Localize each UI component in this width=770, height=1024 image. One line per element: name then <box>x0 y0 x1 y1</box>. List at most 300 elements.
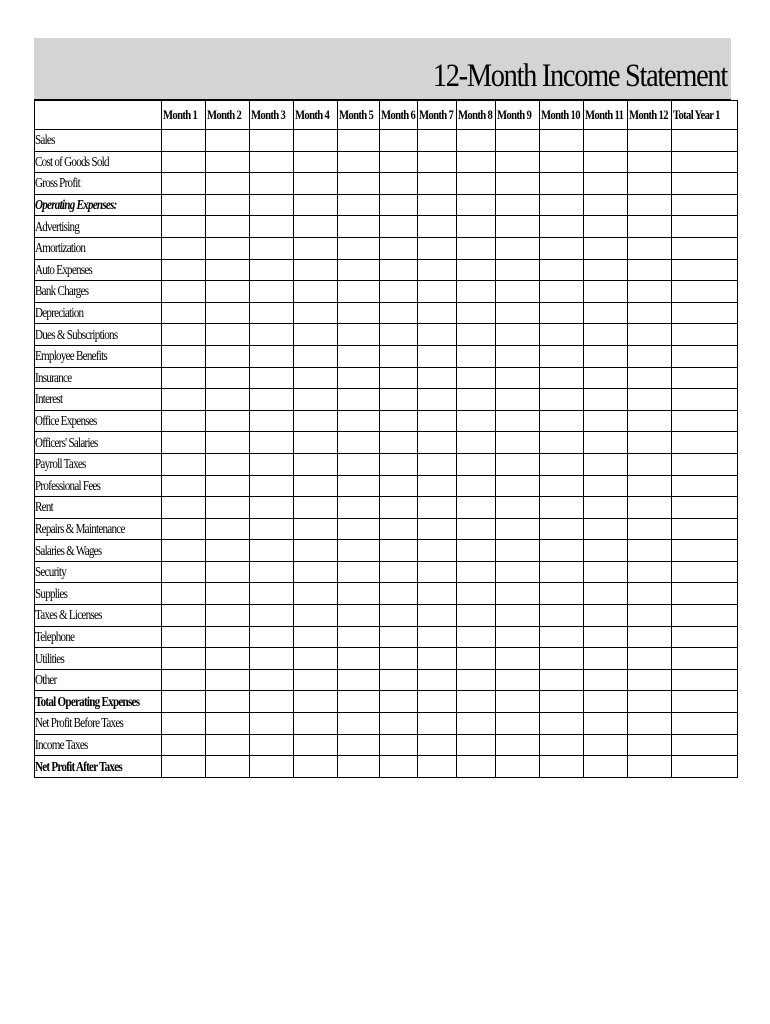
value-cell[interactable] <box>162 432 206 454</box>
value-cell[interactable] <box>206 518 250 540</box>
value-cell[interactable] <box>250 561 294 583</box>
value-cell[interactable] <box>584 345 628 367</box>
value-cell[interactable] <box>457 540 496 562</box>
value-cell[interactable] <box>672 669 738 691</box>
value-cell[interactable] <box>250 626 294 648</box>
value-cell[interactable] <box>206 561 250 583</box>
value-cell[interactable] <box>380 151 418 173</box>
value-cell[interactable] <box>672 237 738 259</box>
value-cell[interactable] <box>418 713 457 735</box>
value-cell[interactable] <box>540 194 584 216</box>
value-cell[interactable] <box>457 410 496 432</box>
value-cell[interactable] <box>206 756 250 778</box>
value-cell[interactable] <box>672 367 738 389</box>
value-cell[interactable] <box>584 540 628 562</box>
value-cell[interactable] <box>584 453 628 475</box>
value-cell[interactable] <box>496 345 540 367</box>
value-cell[interactable] <box>206 345 250 367</box>
value-cell[interactable] <box>206 281 250 303</box>
value-cell[interactable] <box>418 173 457 195</box>
value-cell[interactable] <box>206 216 250 238</box>
value-cell[interactable] <box>672 734 738 756</box>
value-cell[interactable] <box>380 259 418 281</box>
value-cell[interactable] <box>496 151 540 173</box>
value-cell[interactable] <box>162 367 206 389</box>
value-cell[interactable] <box>380 669 418 691</box>
value-cell[interactable] <box>162 151 206 173</box>
value-cell[interactable] <box>496 410 540 432</box>
value-cell[interactable] <box>628 475 672 497</box>
value-cell[interactable] <box>380 367 418 389</box>
value-cell[interactable] <box>496 669 540 691</box>
value-cell[interactable] <box>457 281 496 303</box>
value-cell[interactable] <box>418 237 457 259</box>
value-cell[interactable] <box>496 173 540 195</box>
value-cell[interactable] <box>540 756 584 778</box>
value-cell[interactable] <box>294 518 338 540</box>
value-cell[interactable] <box>338 173 380 195</box>
value-cell[interactable] <box>250 713 294 735</box>
value-cell[interactable] <box>206 410 250 432</box>
value-cell[interactable] <box>628 389 672 411</box>
value-cell[interactable] <box>206 367 250 389</box>
value-cell[interactable] <box>162 583 206 605</box>
value-cell[interactable] <box>540 691 584 713</box>
value-cell[interactable] <box>294 453 338 475</box>
value-cell[interactable] <box>496 281 540 303</box>
value-cell[interactable] <box>250 130 294 152</box>
value-cell[interactable] <box>672 324 738 346</box>
value-cell[interactable] <box>584 151 628 173</box>
value-cell[interactable] <box>162 345 206 367</box>
value-cell[interactable] <box>628 497 672 519</box>
value-cell[interactable] <box>457 130 496 152</box>
value-cell[interactable] <box>496 324 540 346</box>
value-cell[interactable] <box>294 324 338 346</box>
value-cell[interactable] <box>496 302 540 324</box>
value-cell[interactable] <box>250 389 294 411</box>
value-cell[interactable] <box>418 561 457 583</box>
value-cell[interactable] <box>162 691 206 713</box>
value-cell[interactable] <box>628 432 672 454</box>
value-cell[interactable] <box>584 130 628 152</box>
value-cell[interactable] <box>380 475 418 497</box>
value-cell[interactable] <box>540 151 584 173</box>
value-cell[interactable] <box>457 173 496 195</box>
value-cell[interactable] <box>672 173 738 195</box>
value-cell[interactable] <box>584 389 628 411</box>
value-cell[interactable] <box>162 302 206 324</box>
value-cell[interactable] <box>457 259 496 281</box>
value-cell[interactable] <box>584 410 628 432</box>
value-cell[interactable] <box>496 734 540 756</box>
value-cell[interactable] <box>250 734 294 756</box>
value-cell[interactable] <box>162 237 206 259</box>
value-cell[interactable] <box>496 216 540 238</box>
value-cell[interactable] <box>672 583 738 605</box>
value-cell[interactable] <box>540 453 584 475</box>
value-cell[interactable] <box>250 281 294 303</box>
value-cell[interactable] <box>380 173 418 195</box>
value-cell[interactable] <box>540 475 584 497</box>
value-cell[interactable] <box>540 605 584 627</box>
value-cell[interactable] <box>162 324 206 346</box>
value-cell[interactable] <box>584 626 628 648</box>
value-cell[interactable] <box>338 475 380 497</box>
value-cell[interactable] <box>338 648 380 670</box>
value-cell[interactable] <box>457 561 496 583</box>
value-cell[interactable] <box>294 173 338 195</box>
value-cell[interactable] <box>672 605 738 627</box>
value-cell[interactable] <box>380 410 418 432</box>
value-cell[interactable] <box>418 130 457 152</box>
value-cell[interactable] <box>380 345 418 367</box>
value-cell[interactable] <box>672 259 738 281</box>
value-cell[interactable] <box>162 540 206 562</box>
value-cell[interactable] <box>672 518 738 540</box>
value-cell[interactable] <box>206 605 250 627</box>
value-cell[interactable] <box>380 130 418 152</box>
value-cell[interactable] <box>628 151 672 173</box>
value-cell[interactable] <box>294 605 338 627</box>
value-cell[interactable] <box>162 626 206 648</box>
value-cell[interactable] <box>672 691 738 713</box>
value-cell[interactable] <box>294 561 338 583</box>
value-cell[interactable] <box>457 605 496 627</box>
value-cell[interactable] <box>540 281 584 303</box>
value-cell[interactable] <box>250 583 294 605</box>
value-cell[interactable] <box>672 540 738 562</box>
value-cell[interactable] <box>294 389 338 411</box>
value-cell[interactable] <box>628 540 672 562</box>
value-cell[interactable] <box>338 497 380 519</box>
value-cell[interactable] <box>206 173 250 195</box>
value-cell[interactable] <box>206 626 250 648</box>
value-cell[interactable] <box>206 389 250 411</box>
value-cell[interactable] <box>380 518 418 540</box>
value-cell[interactable] <box>672 713 738 735</box>
value-cell[interactable] <box>540 669 584 691</box>
value-cell[interactable] <box>457 583 496 605</box>
value-cell[interactable] <box>294 626 338 648</box>
value-cell[interactable] <box>250 345 294 367</box>
value-cell[interactable] <box>162 281 206 303</box>
value-cell[interactable] <box>206 324 250 346</box>
value-cell[interactable] <box>457 734 496 756</box>
value-cell[interactable] <box>380 497 418 519</box>
value-cell[interactable] <box>584 324 628 346</box>
value-cell[interactable] <box>496 497 540 519</box>
value-cell[interactable] <box>162 130 206 152</box>
value-cell[interactable] <box>628 237 672 259</box>
value-cell[interactable] <box>418 453 457 475</box>
value-cell[interactable] <box>496 453 540 475</box>
value-cell[interactable] <box>672 302 738 324</box>
value-cell[interactable] <box>206 713 250 735</box>
value-cell[interactable] <box>250 237 294 259</box>
value-cell[interactable] <box>496 389 540 411</box>
value-cell[interactable] <box>540 561 584 583</box>
value-cell[interactable] <box>628 453 672 475</box>
value-cell[interactable] <box>628 669 672 691</box>
value-cell[interactable] <box>540 173 584 195</box>
value-cell[interactable] <box>162 453 206 475</box>
value-cell[interactable] <box>380 756 418 778</box>
value-cell[interactable] <box>162 648 206 670</box>
value-cell[interactable] <box>418 410 457 432</box>
value-cell[interactable] <box>206 583 250 605</box>
value-cell[interactable] <box>672 756 738 778</box>
value-cell[interactable] <box>250 367 294 389</box>
value-cell[interactable] <box>206 237 250 259</box>
value-cell[interactable] <box>162 734 206 756</box>
value-cell[interactable] <box>457 713 496 735</box>
value-cell[interactable] <box>418 626 457 648</box>
value-cell[interactable] <box>457 216 496 238</box>
value-cell[interactable] <box>496 367 540 389</box>
value-cell[interactable] <box>418 216 457 238</box>
value-cell[interactable] <box>380 734 418 756</box>
value-cell[interactable] <box>380 194 418 216</box>
value-cell[interactable] <box>380 540 418 562</box>
value-cell[interactable] <box>418 583 457 605</box>
value-cell[interactable] <box>162 713 206 735</box>
value-cell[interactable] <box>206 734 250 756</box>
value-cell[interactable] <box>672 281 738 303</box>
value-cell[interactable] <box>628 216 672 238</box>
value-cell[interactable] <box>628 713 672 735</box>
value-cell[interactable] <box>338 561 380 583</box>
value-cell[interactable] <box>250 151 294 173</box>
value-cell[interactable] <box>338 432 380 454</box>
value-cell[interactable] <box>294 237 338 259</box>
value-cell[interactable] <box>628 756 672 778</box>
value-cell[interactable] <box>584 259 628 281</box>
value-cell[interactable] <box>540 713 584 735</box>
value-cell[interactable] <box>294 648 338 670</box>
value-cell[interactable] <box>206 432 250 454</box>
value-cell[interactable] <box>380 626 418 648</box>
value-cell[interactable] <box>628 605 672 627</box>
value-cell[interactable] <box>584 216 628 238</box>
value-cell[interactable] <box>672 432 738 454</box>
value-cell[interactable] <box>672 216 738 238</box>
value-cell[interactable] <box>294 432 338 454</box>
value-cell[interactable] <box>540 237 584 259</box>
value-cell[interactable] <box>457 302 496 324</box>
value-cell[interactable] <box>250 173 294 195</box>
value-cell[interactable] <box>338 713 380 735</box>
value-cell[interactable] <box>584 281 628 303</box>
value-cell[interactable] <box>206 259 250 281</box>
value-cell[interactable] <box>162 389 206 411</box>
value-cell[interactable] <box>584 194 628 216</box>
value-cell[interactable] <box>418 756 457 778</box>
value-cell[interactable] <box>584 497 628 519</box>
value-cell[interactable] <box>418 734 457 756</box>
value-cell[interactable] <box>496 259 540 281</box>
value-cell[interactable] <box>540 324 584 346</box>
value-cell[interactable] <box>338 281 380 303</box>
value-cell[interactable] <box>584 302 628 324</box>
value-cell[interactable] <box>418 497 457 519</box>
value-cell[interactable] <box>672 648 738 670</box>
value-cell[interactable] <box>584 583 628 605</box>
value-cell[interactable] <box>380 432 418 454</box>
value-cell[interactable] <box>162 259 206 281</box>
value-cell[interactable] <box>294 691 338 713</box>
value-cell[interactable] <box>628 281 672 303</box>
value-cell[interactable] <box>162 475 206 497</box>
value-cell[interactable] <box>162 561 206 583</box>
value-cell[interactable] <box>294 259 338 281</box>
value-cell[interactable] <box>338 237 380 259</box>
value-cell[interactable] <box>294 475 338 497</box>
value-cell[interactable] <box>628 561 672 583</box>
value-cell[interactable] <box>457 691 496 713</box>
value-cell[interactable] <box>457 475 496 497</box>
value-cell[interactable] <box>418 194 457 216</box>
value-cell[interactable] <box>418 540 457 562</box>
value-cell[interactable] <box>628 345 672 367</box>
value-cell[interactable] <box>496 432 540 454</box>
value-cell[interactable] <box>250 259 294 281</box>
value-cell[interactable] <box>457 453 496 475</box>
value-cell[interactable] <box>418 518 457 540</box>
value-cell[interactable] <box>162 518 206 540</box>
value-cell[interactable] <box>540 432 584 454</box>
value-cell[interactable] <box>584 561 628 583</box>
value-cell[interactable] <box>418 691 457 713</box>
value-cell[interactable] <box>540 583 584 605</box>
value-cell[interactable] <box>338 626 380 648</box>
value-cell[interactable] <box>672 475 738 497</box>
value-cell[interactable] <box>250 432 294 454</box>
value-cell[interactable] <box>206 302 250 324</box>
value-cell[interactable] <box>338 669 380 691</box>
value-cell[interactable] <box>628 194 672 216</box>
value-cell[interactable] <box>672 151 738 173</box>
value-cell[interactable] <box>628 691 672 713</box>
value-cell[interactable] <box>338 302 380 324</box>
value-cell[interactable] <box>380 648 418 670</box>
value-cell[interactable] <box>338 518 380 540</box>
value-cell[interactable] <box>540 648 584 670</box>
value-cell[interactable] <box>672 497 738 519</box>
value-cell[interactable] <box>584 713 628 735</box>
value-cell[interactable] <box>294 734 338 756</box>
value-cell[interactable] <box>250 194 294 216</box>
value-cell[interactable] <box>496 713 540 735</box>
value-cell[interactable] <box>250 497 294 519</box>
value-cell[interactable] <box>162 194 206 216</box>
value-cell[interactable] <box>250 302 294 324</box>
value-cell[interactable] <box>338 605 380 627</box>
value-cell[interactable] <box>418 151 457 173</box>
value-cell[interactable] <box>540 518 584 540</box>
value-cell[interactable] <box>457 367 496 389</box>
value-cell[interactable] <box>206 497 250 519</box>
value-cell[interactable] <box>338 756 380 778</box>
value-cell[interactable] <box>250 669 294 691</box>
value-cell[interactable] <box>338 410 380 432</box>
value-cell[interactable] <box>338 389 380 411</box>
value-cell[interactable] <box>672 345 738 367</box>
value-cell[interactable] <box>250 691 294 713</box>
value-cell[interactable] <box>418 345 457 367</box>
value-cell[interactable] <box>250 216 294 238</box>
value-cell[interactable] <box>380 453 418 475</box>
value-cell[interactable] <box>496 756 540 778</box>
value-cell[interactable] <box>496 648 540 670</box>
value-cell[interactable] <box>540 540 584 562</box>
value-cell[interactable] <box>380 281 418 303</box>
value-cell[interactable] <box>206 691 250 713</box>
value-cell[interactable] <box>162 605 206 627</box>
value-cell[interactable] <box>457 626 496 648</box>
value-cell[interactable] <box>250 410 294 432</box>
value-cell[interactable] <box>496 194 540 216</box>
value-cell[interactable] <box>338 734 380 756</box>
value-cell[interactable] <box>672 130 738 152</box>
value-cell[interactable] <box>250 475 294 497</box>
value-cell[interactable] <box>540 626 584 648</box>
value-cell[interactable] <box>418 324 457 346</box>
value-cell[interactable] <box>294 540 338 562</box>
value-cell[interactable] <box>540 367 584 389</box>
value-cell[interactable] <box>418 669 457 691</box>
value-cell[interactable] <box>338 151 380 173</box>
value-cell[interactable] <box>418 432 457 454</box>
value-cell[interactable] <box>496 475 540 497</box>
value-cell[interactable] <box>380 302 418 324</box>
value-cell[interactable] <box>672 194 738 216</box>
value-cell[interactable] <box>457 237 496 259</box>
value-cell[interactable] <box>457 497 496 519</box>
value-cell[interactable] <box>294 756 338 778</box>
value-cell[interactable] <box>338 259 380 281</box>
value-cell[interactable] <box>380 216 418 238</box>
value-cell[interactable] <box>496 237 540 259</box>
value-cell[interactable] <box>206 130 250 152</box>
value-cell[interactable] <box>206 453 250 475</box>
value-cell[interactable] <box>338 324 380 346</box>
value-cell[interactable] <box>540 734 584 756</box>
value-cell[interactable] <box>457 194 496 216</box>
value-cell[interactable] <box>380 561 418 583</box>
value-cell[interactable] <box>294 151 338 173</box>
value-cell[interactable] <box>628 583 672 605</box>
value-cell[interactable] <box>338 691 380 713</box>
value-cell[interactable] <box>418 605 457 627</box>
value-cell[interactable] <box>628 259 672 281</box>
value-cell[interactable] <box>584 648 628 670</box>
value-cell[interactable] <box>294 130 338 152</box>
value-cell[interactable] <box>380 713 418 735</box>
value-cell[interactable] <box>496 691 540 713</box>
value-cell[interactable] <box>628 626 672 648</box>
value-cell[interactable] <box>496 518 540 540</box>
value-cell[interactable] <box>418 367 457 389</box>
value-cell[interactable] <box>206 475 250 497</box>
value-cell[interactable] <box>338 583 380 605</box>
value-cell[interactable] <box>457 324 496 346</box>
value-cell[interactable] <box>250 453 294 475</box>
value-cell[interactable] <box>294 497 338 519</box>
value-cell[interactable] <box>418 259 457 281</box>
value-cell[interactable] <box>584 432 628 454</box>
value-cell[interactable] <box>380 583 418 605</box>
